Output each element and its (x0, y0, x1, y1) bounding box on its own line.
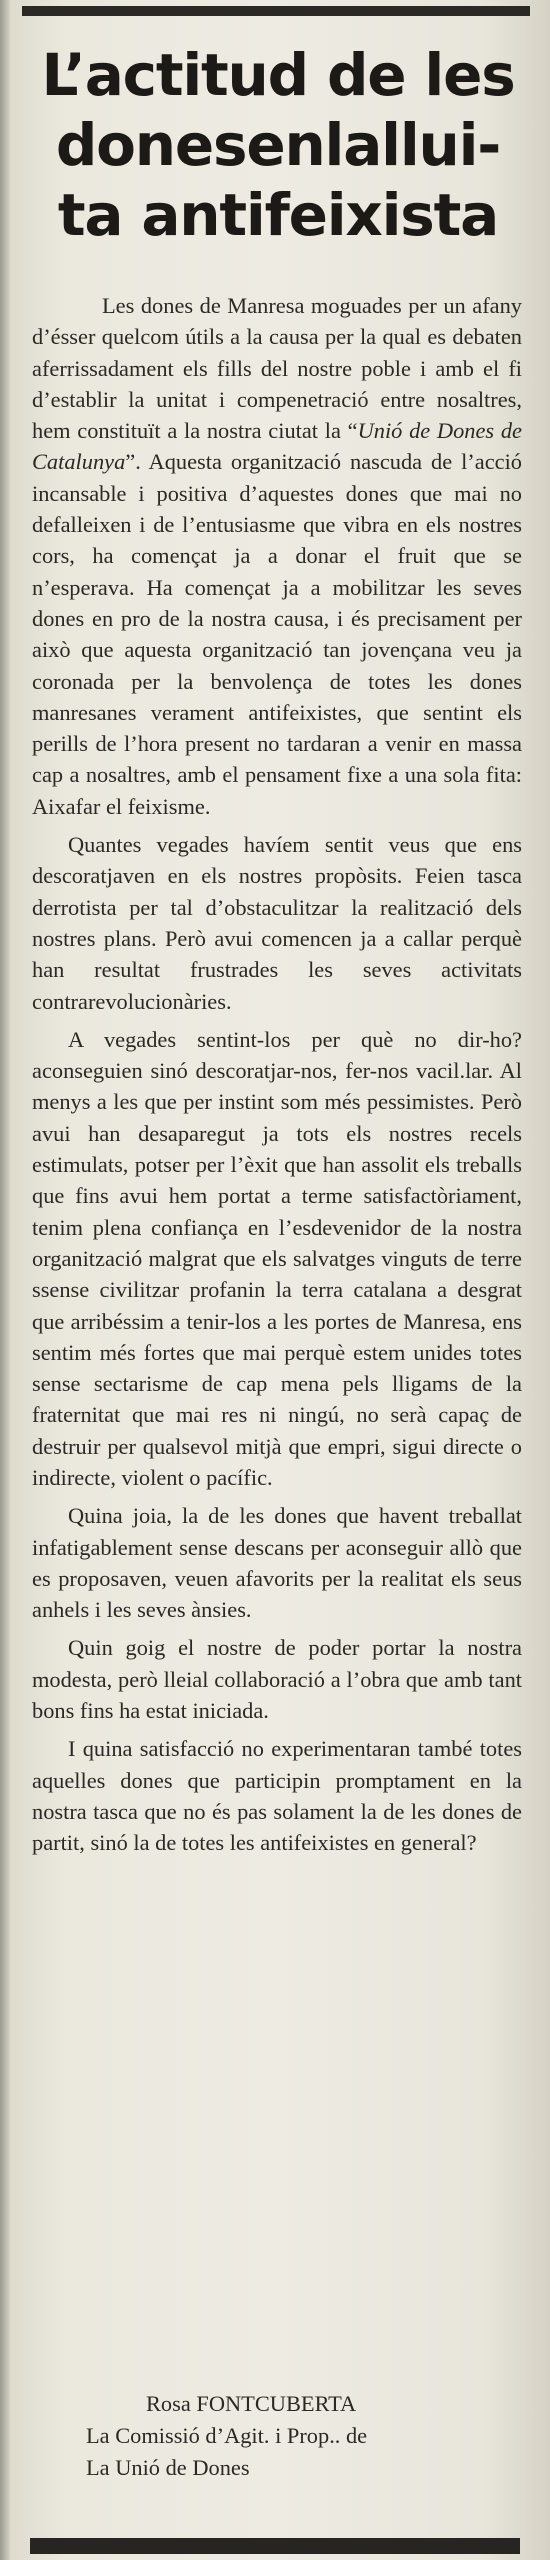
headline-line-2: donesenlallui- (55, 111, 501, 179)
signature-organization-line-1: La Comissió d’Agit. i Prop.. de (86, 2423, 368, 2448)
signature-organization-line-2: La Unió de Dones (86, 2455, 250, 2480)
paragraph-5: Quin goig el nostre de poder portar la nostra modesta, però lleial collaboració a l’obra que amb tant bons fins ha estat iniciada. (32, 1635, 522, 1724)
paragraph-4: Quina joia, la de les dones que havent treballat infatigablement sense descans per aconseguir allò que es proposaven, veuen afavorits per la realitat els seus anhels i les seves ànsies. (32, 1503, 522, 1623)
top-rule (22, 6, 530, 16)
headline-line-3: ta antifeixista (57, 181, 499, 249)
headline-line-1: L’actitud de les (41, 41, 515, 109)
signature-block (32, 2388, 522, 2484)
article-headline (28, 40, 528, 250)
paragraph-6: I quina satisfacció no experimentaran també totes aquelles dones que participin promptament en la nostra tasca que no és pas solament la de les dones de partit, sinó la de totes les antifeixistes en general? (32, 1736, 522, 1856)
article-body (32, 290, 522, 1866)
paragraph-1 (32, 290, 522, 822)
bottom-rule (30, 2538, 520, 2554)
author-name: Rosa FONTCUBERTA (146, 2391, 357, 2416)
paragraph-1-start: Les dones de Manresa moguades per un afany d’ésser quelcom útils a la causa per la qual es debaten aferrissadament els fills del nostre poble i amb el fi d’establir la unitat i compenetració entre nosaltres, hem constituït a la nostra ciutat la “ (32, 293, 522, 444)
paragraph-1-end: ”. Aquesta organització nascuda de l’acció incansable i positiva d’aquestes dones que mai no defalleixen i de l’entusiasme que vibra en els nostres cors, ha començat ja a donar el fruit que se n’esperava. Ha començat ja a mobilitzar les seves dones en pro de la nostra causa, i és precisament per això que aquesta organització tan jovençana veu ja coronada per la benvolença de totes les dones manresanes verament antifeixistes, que sentint els perills de l’hora present no tardaran a venir en massa cap a nosaltres, amb el pensament fixe a una sola fita: Aixafar el feixisme. (32, 449, 522, 819)
paragraph-2: Quantes vegades havíem sentit veus que ens descoratjaven en els nostres propòsits. Feien tasca derrotista per tal d’obstaculitzar la realització dels nostres plans. Però avui comencen ja a callar perquè han resultat frustrades les seves activitats contrarevolucionàries. (32, 832, 522, 1014)
paragraph-3: A vegades sentint-los per què no dir-ho? aconseguien sinó descoratjar-nos, fer-nos vacil.lar. Al menys a les que per instint som més pessimistes. Però avui han desaparegut ja tots els nostres recels estimulats, potser per l’èxit que han assolit els treballs que fins avui hem portat a terme satisfactòriament, tenim plena confiança en l’esdevenidor de la nostra organització malgrat que els salvatges vinguts de terre ssense civilitzar profanin la terra catalana a desgrat que arribéssim a tenir-los a les portes de Manresa, ens sentim més fortes que mai perquè estem unides totes sense sectarisme de cap mena pels lligams de la fraternitat que mai res ni ningú, no serà capaç de destruir per qualsevol mitjà que empri, sigui directe o indirecte, violent o pacífic. (32, 1026, 522, 1490)
organization-name: Unió de Dones de Catalunya (32, 418, 522, 475)
page-edge-shadow (0, 0, 10, 2560)
